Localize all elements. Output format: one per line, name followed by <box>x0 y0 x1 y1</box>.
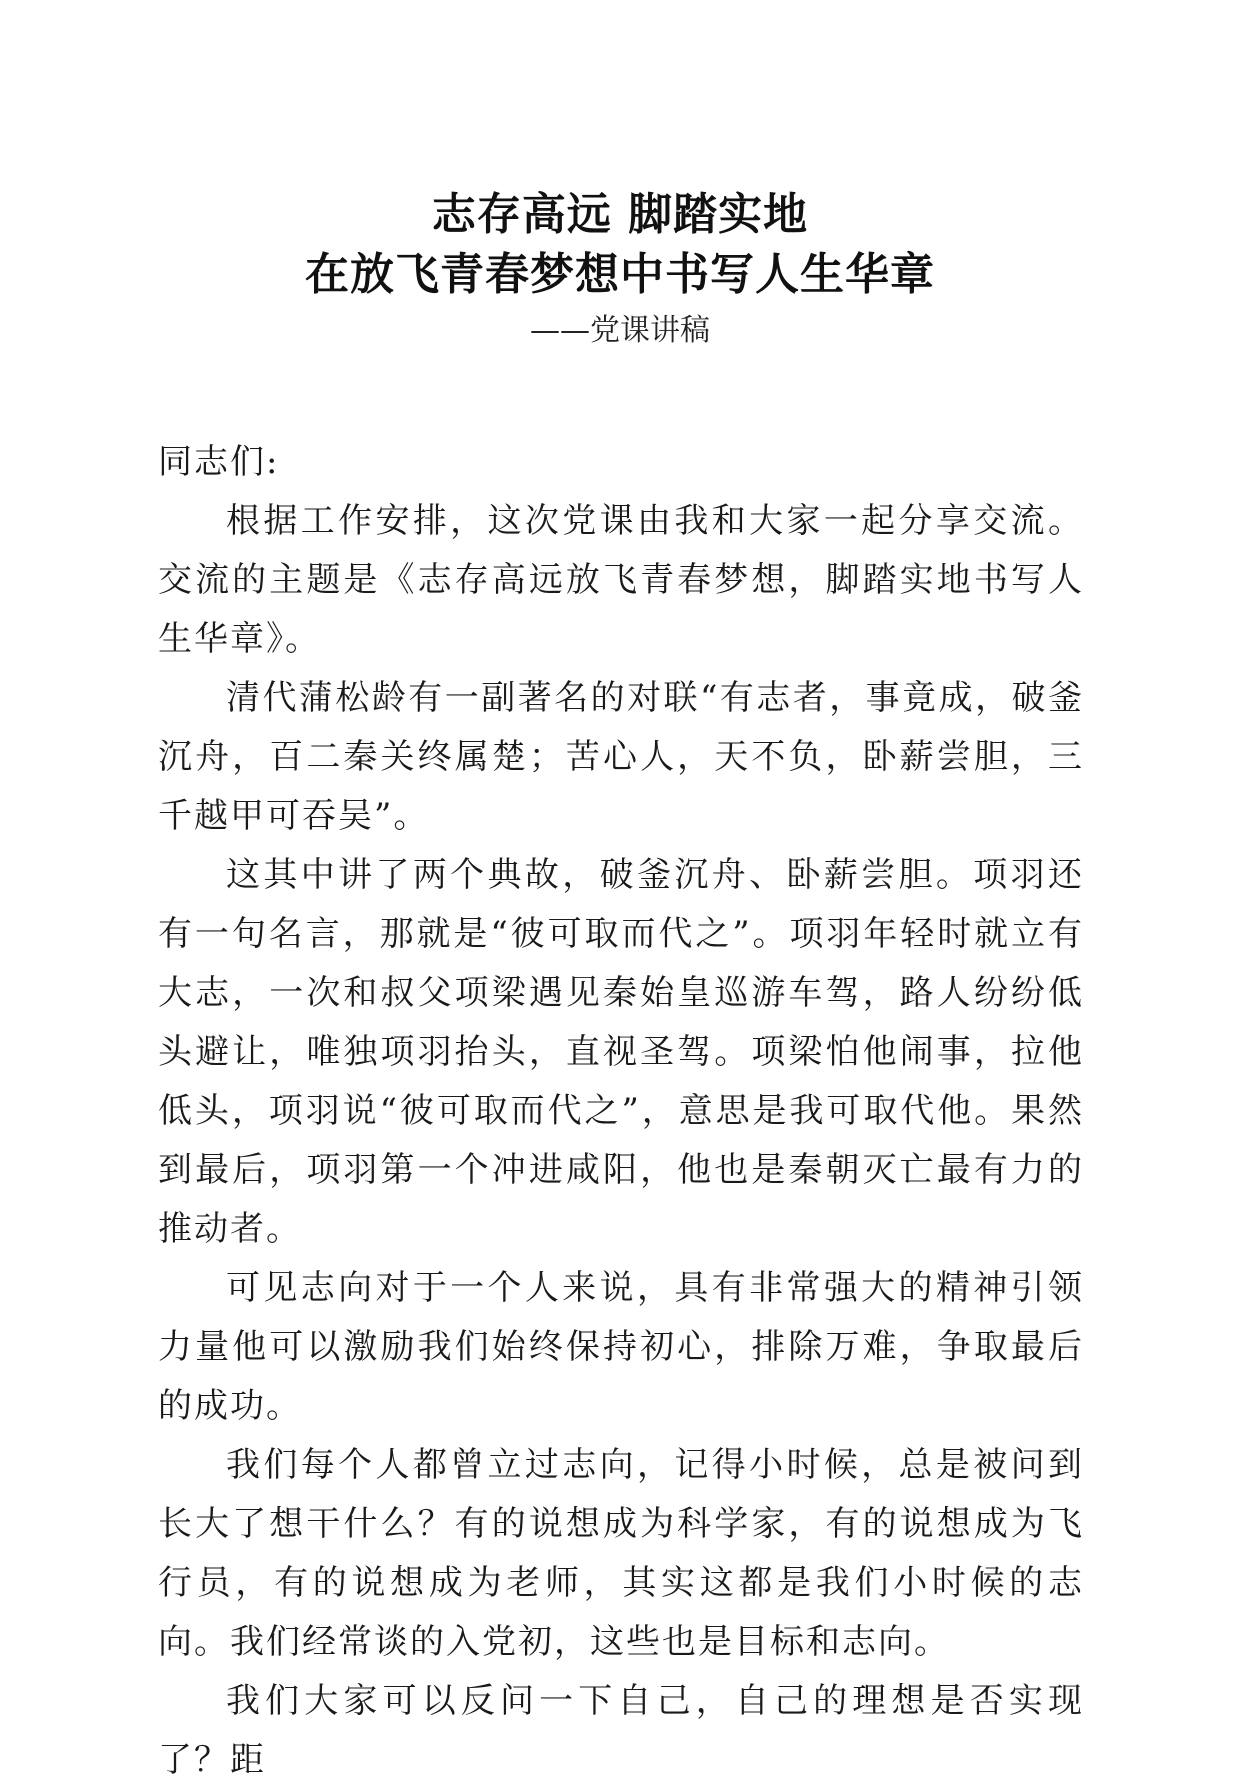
paragraph-2: 清代蒲松龄有一副著名的对联“有志者，事竟成，破釜沉舟，百二秦关终属楚；苦心人，天不负，卧薪尝胆，三千越甲可吞吴”。 <box>158 678 1084 836</box>
salutation: 同志们: <box>158 442 280 482</box>
document-body <box>158 433 1084 1790</box>
paragraph-4: 可见志向对于一个人来说，具有非常强大的精神引领力量他可以激励我们始终保持初心，排除万难，争取最后的成功。 <box>158 1268 1084 1426</box>
paragraph-1: 根据工作安排，这次党课由我和大家一起分享交流。交流的主题是《志存高远放飞青春梦想，脚踏实地书写人生华章》。 <box>158 501 1084 659</box>
paragraph-5: 我们每个人都曾立过志向，记得小时候，总是被问到长大了想干什么？有的说想成为科学家，有的说想成为飞行员，有的说想成为老师，其实这都是我们小时候的志向。我们经常谈的入党初，这些也是目标和志向。 <box>158 1445 1084 1662</box>
page-title-line-2: 在放飞青春梦想中书写人生华章 <box>305 249 935 300</box>
paragraph-6: 我们大家可以反问一下自己，自己的理想是否实现了？距 <box>158 1681 1084 1780</box>
page-title-line-1: 志存高远 脚踏实地 <box>431 189 809 240</box>
title-block <box>0 185 1240 351</box>
paragraph-3: 这其中讲了两个典故，破釜沉舟、卧薪尝胆。项羽还有一句名言，那就是“彼可取而代之”。项羽年轻时就立有大志，一次和叔父项梁遇见秦始皇巡游车驾，路人纷纷低头避让，唯独项羽抬头，直视圣驾。项梁怕他闹事，拉他低头，项羽说“彼可取而代之”，意思是我可取代他。果然到最后，项羽第一个冲进咸阳，他也是秦朝灭亡最有力的推动者。 <box>158 855 1084 1249</box>
page-subtitle: ——党课讲稿 <box>530 313 710 348</box>
